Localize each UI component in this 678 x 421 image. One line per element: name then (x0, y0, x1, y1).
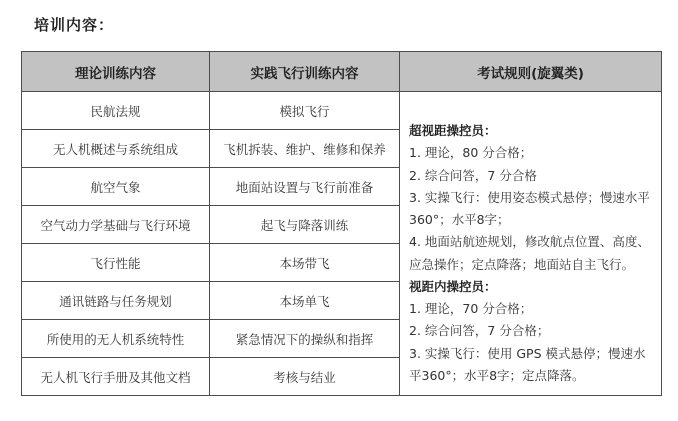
header-row (22, 52, 662, 92)
practice-cell: 起飞与降落训练 (210, 206, 400, 244)
practice-cell: 飞机拆装、维护、维修和保养 (210, 130, 400, 168)
exam-rule-item: 3. 实操飞行：使用姿态模式悬停；慢速水平360°；水平8字； (409, 189, 650, 227)
exam-section-heading-within-visual: 视距内操控员： (409, 278, 497, 294)
exam-rule-item: 4. 地面站航迹规划，修改航点位置、高度、应急操作；定点降落；地面站自主飞行。 (409, 234, 650, 272)
exam-rule-item: 2. 综合问答，7 分合格 (409, 167, 537, 183)
theory-cell: 无人机概述与系统组成 (22, 130, 210, 168)
theory-cell: 飞行性能 (22, 244, 210, 282)
practice-cell: 紧急情况下的操纵和指挥 (210, 320, 400, 358)
exam-rule-item: 3. 实操飞行：使用 GPS 模式悬停；慢速水平360°；水平8字；定点降落。 (409, 345, 646, 383)
theory-cell: 空气动力学基础与飞行环境 (22, 206, 210, 244)
exam-rule-item: 1. 理论，80 分合格； (409, 145, 533, 161)
table-row (22, 92, 662, 130)
col-header-practice: 实践飞行训练内容 (210, 52, 400, 92)
theory-cell: 航空气象 (22, 168, 210, 206)
exam-section-heading-beyond-visual: 超视距操控员： (409, 123, 497, 138)
exam-rule-item: 1. 理论，70 分合格； (409, 301, 533, 316)
exam-rule-item: 2. 综合问答，7 分合格； (409, 323, 550, 339)
practice-cell: 本场单飞 (210, 282, 400, 320)
practice-cell: 模拟飞行 (210, 92, 400, 130)
exam-rules-cell (400, 92, 662, 396)
theory-cell: 无人机飞行手册及其他文档 (22, 358, 210, 396)
page-title: 培训内容： (34, 16, 115, 34)
theory-cell: 民航法规 (22, 92, 210, 130)
practice-cell: 考核与结业 (210, 358, 400, 396)
theory-cell: 所使用的无人机系统特性 (22, 320, 210, 358)
col-header-theory: 理论训练内容 (22, 52, 210, 92)
training-table (21, 51, 662, 396)
theory-cell: 通讯链路与任务规划 (22, 282, 210, 320)
practice-cell: 地面站设置与飞行前准备 (210, 168, 400, 206)
practice-cell: 本场带飞 (210, 244, 400, 282)
col-header-exam-rules: 考试规则(旋翼类) (400, 52, 662, 92)
